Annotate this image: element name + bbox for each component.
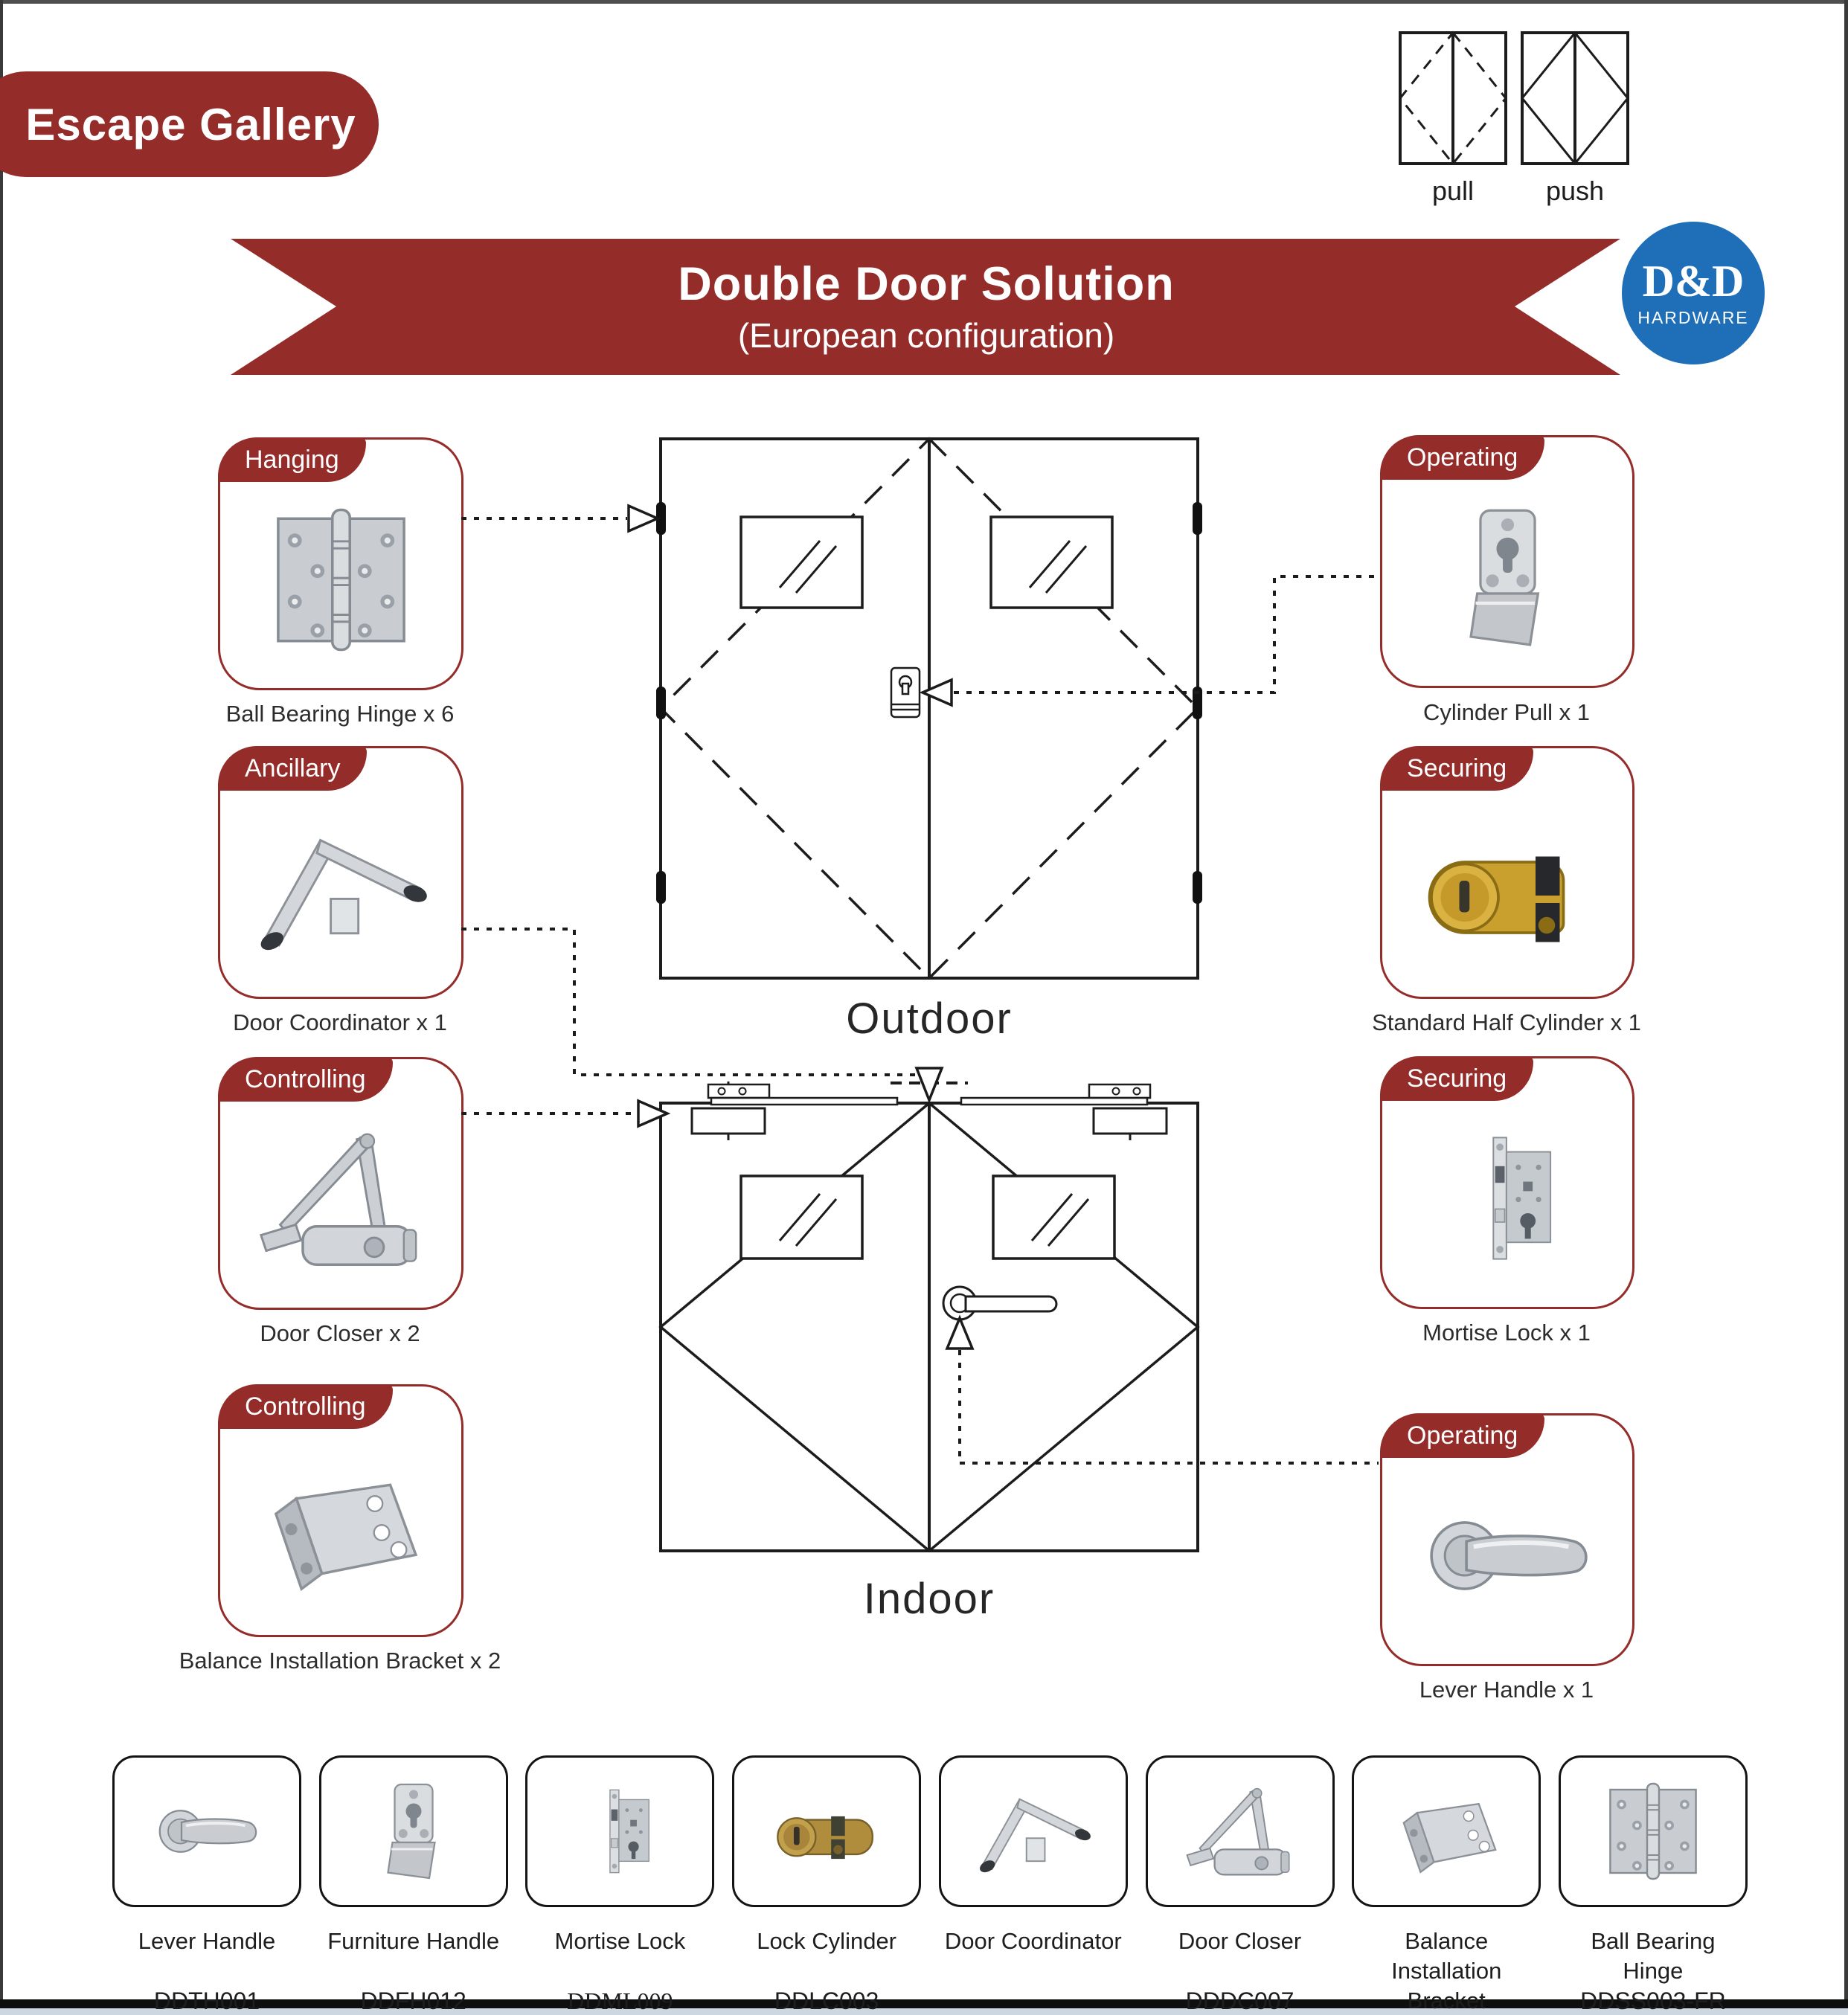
product-row <box>113 1755 1747 2015</box>
product-code: DDDC007 <box>1185 1987 1294 2014</box>
push-door-icon <box>1519 30 1631 167</box>
banner <box>223 240 1629 356</box>
panel-controlling-bracket-caption: Balance Installation Bracket x 2 <box>179 1648 501 1674</box>
indoor-label: Indoor <box>863 1575 995 1623</box>
product-code: DDFH012 <box>360 1987 466 2014</box>
lock-cylinder-icon <box>763 1784 890 1879</box>
panel-securing-mortise-tab: Securing <box>1380 1056 1533 1101</box>
panel-controlling-bracket <box>218 1384 463 1637</box>
panel-hanging-caption: Ball Bearing Hinge x 6 <box>225 701 455 727</box>
product-name: Balance Installation Bracket <box>1391 1928 1502 2014</box>
pull-label: pull <box>1431 176 1475 206</box>
push-label: push <box>1545 176 1605 206</box>
product-name: Mortise Lock <box>554 1928 686 1954</box>
panel-operating-lever <box>1380 1413 1634 1666</box>
outdoor-door-diagram <box>647 428 1213 993</box>
indoor-door-diagram <box>647 1071 1213 1558</box>
door-coordinator-icon <box>970 1784 1097 1879</box>
hinge-mark <box>656 502 666 535</box>
dd-hardware-logo <box>1622 222 1765 364</box>
panel-ancillary-caption: Door Coordinator x 1 <box>233 1009 447 1035</box>
panel-controlling-closer-caption: Door Closer x 2 <box>260 1320 420 1346</box>
product-name: Lock Cylinder <box>757 1928 897 1954</box>
half-cylinder-icon <box>1405 812 1610 965</box>
page-title <box>0 71 379 177</box>
product-code: DDLC003 <box>774 1987 879 2014</box>
product-lock-cylinder <box>733 1755 920 2015</box>
pull-door-icon <box>1397 30 1509 167</box>
panel-hanging-tab: Hanging <box>218 437 366 482</box>
banner-title: Double Door Solution <box>678 258 1175 310</box>
ball-bearing-hinge-icon <box>1594 1772 1713 1891</box>
door-coordinator-icon <box>246 817 436 960</box>
product-mortise-lock <box>526 1755 713 2015</box>
panel-ancillary-tab: Ancillary <box>218 746 367 791</box>
mortise-lock-icon <box>560 1787 679 1876</box>
panel-securing-cylinder-caption: Standard Half Cylinder x 1 <box>1372 1009 1641 1035</box>
panel-hanging <box>218 437 463 690</box>
product-name: Door Closer <box>1178 1928 1302 1954</box>
product-name: Furniture Handle <box>327 1928 500 1954</box>
banner-subtitle: (European configuration) <box>737 316 1115 355</box>
page-border-top <box>0 0 1848 4</box>
product-door-closer <box>1146 1755 1334 2015</box>
panel-controlling-bracket-tab: Controlling <box>218 1384 393 1429</box>
product-code: DDSS003-FR <box>1580 1987 1726 2014</box>
panel-operating-pull-caption: Cylinder Pull x 1 <box>1423 699 1590 725</box>
outdoor-label: Outdoor <box>846 994 1013 1043</box>
panel-operating-pull-tab: Operating <box>1380 435 1544 480</box>
logo-monogram: D&D <box>1642 256 1745 306</box>
panel-operating-lever-tab: Operating <box>1380 1413 1544 1458</box>
product-lever-handle <box>113 1755 301 2015</box>
product-balance-bracket <box>1353 1755 1540 2015</box>
panel-securing-mortise <box>1380 1056 1634 1309</box>
cylinder-pull-icon <box>1428 498 1588 658</box>
panel-securing-cylinder <box>1380 746 1634 999</box>
panel-operating-pull <box>1380 435 1634 688</box>
logo-wordmark: HARDWARE <box>1637 307 1749 327</box>
balance-bracket-icon <box>1383 1784 1509 1879</box>
product-furniture-handle <box>320 1755 507 2015</box>
panel-ancillary <box>218 746 463 999</box>
page-border-left <box>0 0 3 2015</box>
product-code: DDML009 <box>567 1987 673 2014</box>
product-name: Ball Bearing Hinge <box>1591 1928 1716 1984</box>
product-ball-bearing-hinge <box>1559 1755 1747 2015</box>
panel-securing-mortise-caption: Mortise Lock x 1 <box>1422 1320 1591 1346</box>
product-door-coordinator <box>940 1755 1127 2015</box>
page-title-text: Escape Gallery <box>25 99 356 150</box>
panel-controlling-closer-tab: Controlling <box>218 1057 393 1102</box>
page-border-right <box>1844 0 1848 2015</box>
panel-securing-cylinder-tab: Securing <box>1380 746 1533 791</box>
product-name: Lever Handle <box>138 1928 276 1954</box>
balance-bracket-icon <box>244 1454 437 1599</box>
product-code: DDTH001 <box>153 1987 260 2014</box>
lever-handle-icon <box>1409 1482 1606 1630</box>
door-closer-icon <box>243 1125 440 1273</box>
panel-controlling-closer <box>218 1057 463 1310</box>
panel-operating-lever-caption: Lever Handle x 1 <box>1419 1677 1594 1703</box>
lever-handle-icon <box>146 1785 269 1877</box>
cylinder-pull-icon <box>358 1775 469 1887</box>
door-closer-icon <box>1175 1783 1305 1880</box>
product-name: Door Coordinator <box>944 1928 1122 1954</box>
mortise-lock-icon <box>1420 1133 1595 1264</box>
cylinder-pull-on-door <box>891 668 920 717</box>
ball-bearing-hinge-icon <box>254 492 429 667</box>
